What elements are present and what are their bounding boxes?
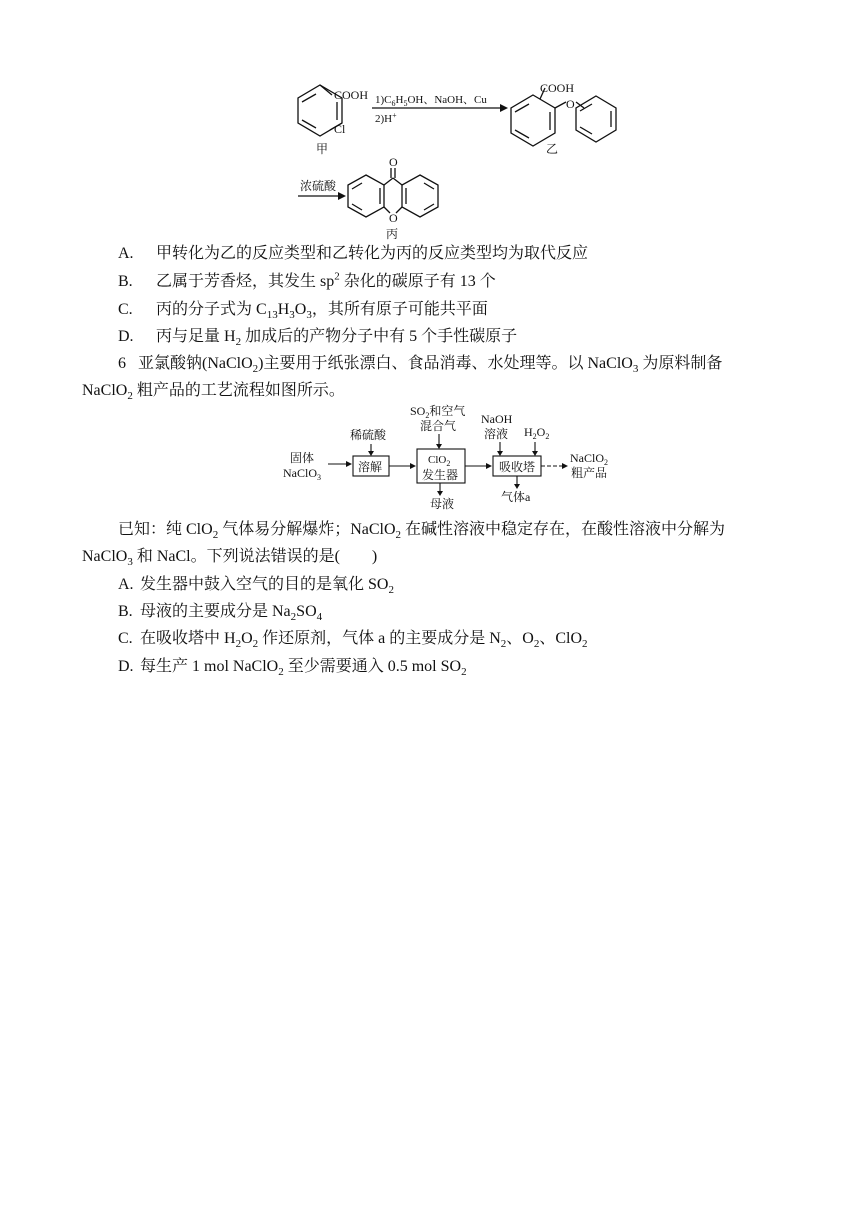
flow-arrow-gas-head [436,444,442,449]
compound-yi [511,88,616,146]
flow-gas-a: 气体a [501,490,531,504]
bing-ring-o: O [389,211,398,225]
q6-option-a: A. 发生器中鼓入空气的目的是氧化 $SO_2$ [118,576,394,597]
flow-arrow-acid-head [368,451,374,456]
bing-label: 丙 [386,227,399,240]
jia-label: 甲 [316,142,329,156]
q6-option-b: B. 母液的主要成分是 $Na_2SO_4$ [118,603,323,624]
jia-cooh: COOH [334,88,369,102]
flow-acid: 稀硫酸 [350,428,387,442]
q5-option-c: C. 丙的分子式为 $C_{13}H_3O_3$，其所有原子可能共平面 [118,301,488,322]
flow-output-2: 粗产品 [571,466,608,480]
arrow-1-cond: $1)C_6H_5OH$、NaOH、Cu [375,94,487,108]
flow-arrow-naoh-head [497,451,503,456]
flow-box-absorber-label: 吸收塔 [499,460,536,474]
flow-arrow-2-head [486,463,492,469]
flow-gas-mix-2: 混合气 [420,419,457,433]
flow-output-1: NaClO$_2$ [570,451,608,467]
flow-arrow-input-head [346,461,352,467]
flow-box-generator-2: 发生器 [422,468,459,482]
flow-input-naclo3: NaClO$_3$ [283,466,321,482]
jia-cl: Cl [334,122,346,136]
yi-cooh: COOH [540,81,575,95]
q6-known-line-2: NaClO$_3$ 和 NaCl。下列说法错误的是( ) [82,548,378,569]
flow-mother-liquor: 母液 [430,497,455,510]
arrow-2-cond: 浓硫酸 [300,179,337,193]
q5-option-d: D. 丙与足量 $H_2$ 加成后的产物分子中有 5 个手性碳原子 [118,328,518,349]
flow-arrow-gas-a-head [514,484,520,489]
arrow-1-cond2: 2)H+ [375,111,397,125]
yi-label: 乙 [546,142,559,156]
flow-naoh-2: 溶液 [484,427,509,441]
q6-option-d: D. 每生产 1 mol NaClO$_2$ 至少需要通入 0.5 mol $SO_2$ [118,658,467,679]
reaction-scheme [0,0,860,240]
q5-option-b: B. 乙属于芳香烃，其发生 $sp^2$ 杂化的碳原子有 13 个 [118,270,496,290]
flow-arrow-1-head [410,463,416,469]
flow-arrow-out-head [562,463,568,469]
q6-stem-line-2: NaClO$_2$ 粗产品的工艺流程如图所示。 [82,382,345,403]
q6-known-line-1: 已知：纯 ClO$_2$ 气体易分解爆炸；NaClO$_2$ 在碱性溶液中稳定存在，在酸性溶液中分解为 [118,521,726,542]
flow-h2o2: $H_2O_2$ [524,425,550,441]
q5-option-a: A. 甲转化为乙的反应类型和乙转化为丙的反应类型均为取代反应 [118,245,589,262]
q6-option-c: C. 在吸收塔中 $H_2O_2$ 作还原剂，气体 a 的主要成分是 $N_2$、$O_2$、ClO$_2$ [118,630,588,651]
flow-box-generator-1: ClO$_2$ [428,454,451,468]
flow-naoh-1: NaOH [481,412,513,426]
flow-gas-mix-1: $SO_2$和空气 [410,404,466,420]
arrow-2-head [338,192,346,200]
yi-o: O [566,97,575,111]
flow-arrow-mother-head [437,491,443,496]
flow-input-solid: 固体 [290,451,315,465]
flow-arrow-h2o2-head [532,451,538,456]
compound-bing [348,168,438,217]
arrow-1-head [500,104,508,112]
bing-carbonyl-o: O [389,155,398,169]
q6-stem-line-1: 6 亚氯酸钠(NaClO$_2$)主要用于纸张漂白、食品消毒、水处理等。以 NaClO$_3$ 为原料制备 [118,355,723,376]
flow-box-dissolve-label: 溶解 [358,460,383,474]
process-flow-diagram [0,400,860,510]
